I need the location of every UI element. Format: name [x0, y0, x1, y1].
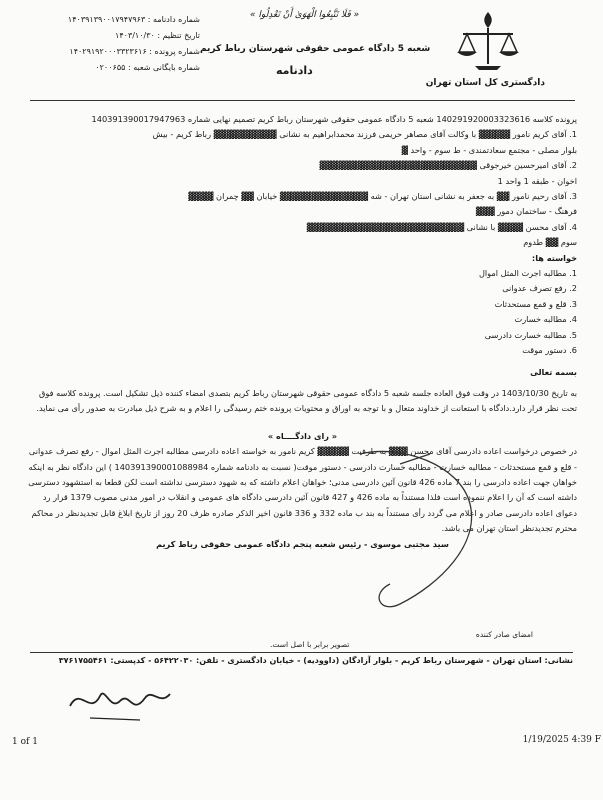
- defendant-line: سوم ▓▓ ‌طدوم: [523, 237, 577, 248]
- claim-item: 1. مطالبه اجرت المثل اموال: [478, 268, 577, 279]
- bismillah: بسمه تعالی: [530, 366, 577, 377]
- claim-item: 3. قلع و قمع مستحدثات: [494, 298, 577, 309]
- session-paragraph: به تاریخ 1403/10/30 در وقت فوق العاده جلسه شعبه 5 دادگاه عمومی حقوقی شهرستان رباط کریم بتصدی امضاء کننده ذیل تشکیل است. پرونده کلاسه فوق تحت نظر قرار دارد.دادگاه با استعانت از خداوند متعال و با توجه به اوراق و محتویات پرونده ختم رسیدگی را اعلام و به شرح ذیل مبادرت به صدور رأی می نماید.: [36, 387, 577, 414]
- court-address: نشانی: استان تهران - شهرستان رباط کریم - بلوار آزادگان (داوودیه) - خیابان دادگستری - تلفن: ۵۶۴۲۲۰۳۰ - کدپستی: ۳۷۶۱۷۵۵۴۶۱: [30, 652, 573, 665]
- party-3-address: فرهنگ - ساختمان دمور ▓▓▓: [475, 206, 577, 217]
- verdict-paragraph: در خصوص درخواست اعاده دادرسی آقای محسن ▓▓▓ به طرفیت ▓▓▓▓▓ کریم نامور به خواسته اعاده دادرسی مطالبه اجرت المثل اموال - رفع تصرف عدوانی - قلع و قمع مستحدثات - مطالبه خسارت - مطالبه خسارت دادرسی - دستور موقت( نسبت به دادنامه شماره 1403913900010889​84 ) این دادگاه نظر به اینکه خواهان جهت اعاده دادرسی را بند 7 ماده 426 قانون آئین دادرسی مدنی؛ خواهان اعلام داشته که به شهود دسترسی نداشته است لکن قطعا به استشهود دسترسی داشته است که آن را اعلام ننموده است فلذا مستنداً به ماده 426 و 427 قانون آئین دادرسی دادگاه های عمومی و انقلاب در امور مدنی مصوب 1379 قرار رد دعوای اعاده دادرسی صادر و اعلام می گردد رأی مستنداً به بند ب ماده 332 و 336 قانون اخیر الذکر صادره ظرف 20 روز از تاریخ ابلاغ قابل تجدیدنظر در محاکم محترم تجدیدنظر استان تهران می باشد.: [28, 446, 577, 534]
- party-3: 3. آقای رحیم نامور ▓▓ به جعفر به نشانی استان تهران - شه ▓▓▓▓▓▓▓▓▓▓▓▓▓▓ خیابان ▓▓ چمران ▓▓▓▓: [188, 191, 577, 202]
- true-copy-note: تصویر برابر با اصل است.: [270, 640, 350, 649]
- handwritten-note-icon: [60, 676, 180, 726]
- claims-label: خواسته ها:: [531, 252, 577, 263]
- party-4: 4. آقای محسن ▓▓▓▓ با نشانی ▓▓▓▓▓▓▓▓▓▓▓▓▓▓▓▓▓▓▓▓▓▓▓▓▓: [306, 221, 577, 232]
- party-1-address: بلوار مصلی - مجتمع سعادتمندی - ط سوم - واحد ▓: [401, 144, 577, 155]
- branch-title: شعبه 5 دادگاه عمومی حقوقی شهرستان رباط کریم: [200, 44, 431, 54]
- verdict-number: شماره دادنامه : ۱۴۰۳۹۱۳۹۰۰۱۷۹۴۷۹۶۳: [67, 15, 200, 24]
- handwritten-note-text: ابلاغ شد: [120, 724, 124, 725]
- header-divider: [30, 100, 575, 101]
- judge-signature: سید مجتبی موسوی - رئیس شعبه پنجم دادگاه عمومی حقوقی رباط کریم: [156, 538, 449, 549]
- party-2-address: اخوان - طبقه 1 واحد 1: [497, 175, 577, 186]
- verdict-body: [28, 112, 577, 552]
- document-type: دادنامه: [276, 64, 313, 77]
- party-2: 2. آقای امیرحسین خیرجوقی ▓▓▓▓▓▓▓▓▓▓▓▓▓▓▓▓▓▓▓▓▓▓▓▓▓: [319, 160, 577, 171]
- verdict-title: « رای دادگــــاه »: [267, 430, 338, 441]
- case-line: پرونده کلاسه 1402919200033236​16 شعبه 5 دادگاه عمومی حقوقی شهرستان رباط کریم تصمیم نهایی شماره 1403913900179479​63: [91, 114, 577, 124]
- claim-item: 5. مطالبه خسارت دادرسی: [484, 329, 577, 340]
- page-count: 1 of 1: [12, 737, 38, 747]
- claim-item: 6. دستور موقت: [522, 345, 577, 356]
- issuer-label: امضای صادر کننده: [475, 630, 533, 639]
- issue-date: تاریخ تنظیم : ۱۴۰۳/۱۰/۳۰: [115, 31, 200, 40]
- judiciary-title: دادگستری کل استان تهران: [425, 78, 545, 88]
- document-meta: [10, 12, 200, 76]
- party-1: 1. آقای کریم نامور ▓▓▓▓▓ با وکالت آقای مصاهر حریمی فرزند محمدابراهیم به نشانی ▓▓▓▓▓▓▓▓▓▓ رباط کریم - بیش: [152, 129, 577, 140]
- case-number: شماره پرونده : ۱۴۰۲۹۱۹۲۰۰۰۳۳۲۳۶۱۶: [69, 47, 200, 56]
- quran-verse: « فَلَا تَتَّبِعُوا الْهَوَىٰ أَنْ تَعْدِلُوا »: [250, 10, 360, 20]
- claim-item: 4. مطالبه خسارت: [514, 314, 577, 325]
- print-timestamp: 1/19/2025 4:39 F: [522, 735, 601, 745]
- judiciary-emblem-icon: [453, 8, 523, 74]
- claim-item: 2. رفع تصرف عدوانی: [502, 283, 577, 294]
- archive-number: شماره بایگانی شعبه : ۰۲۰۰۶۵۵: [95, 63, 200, 72]
